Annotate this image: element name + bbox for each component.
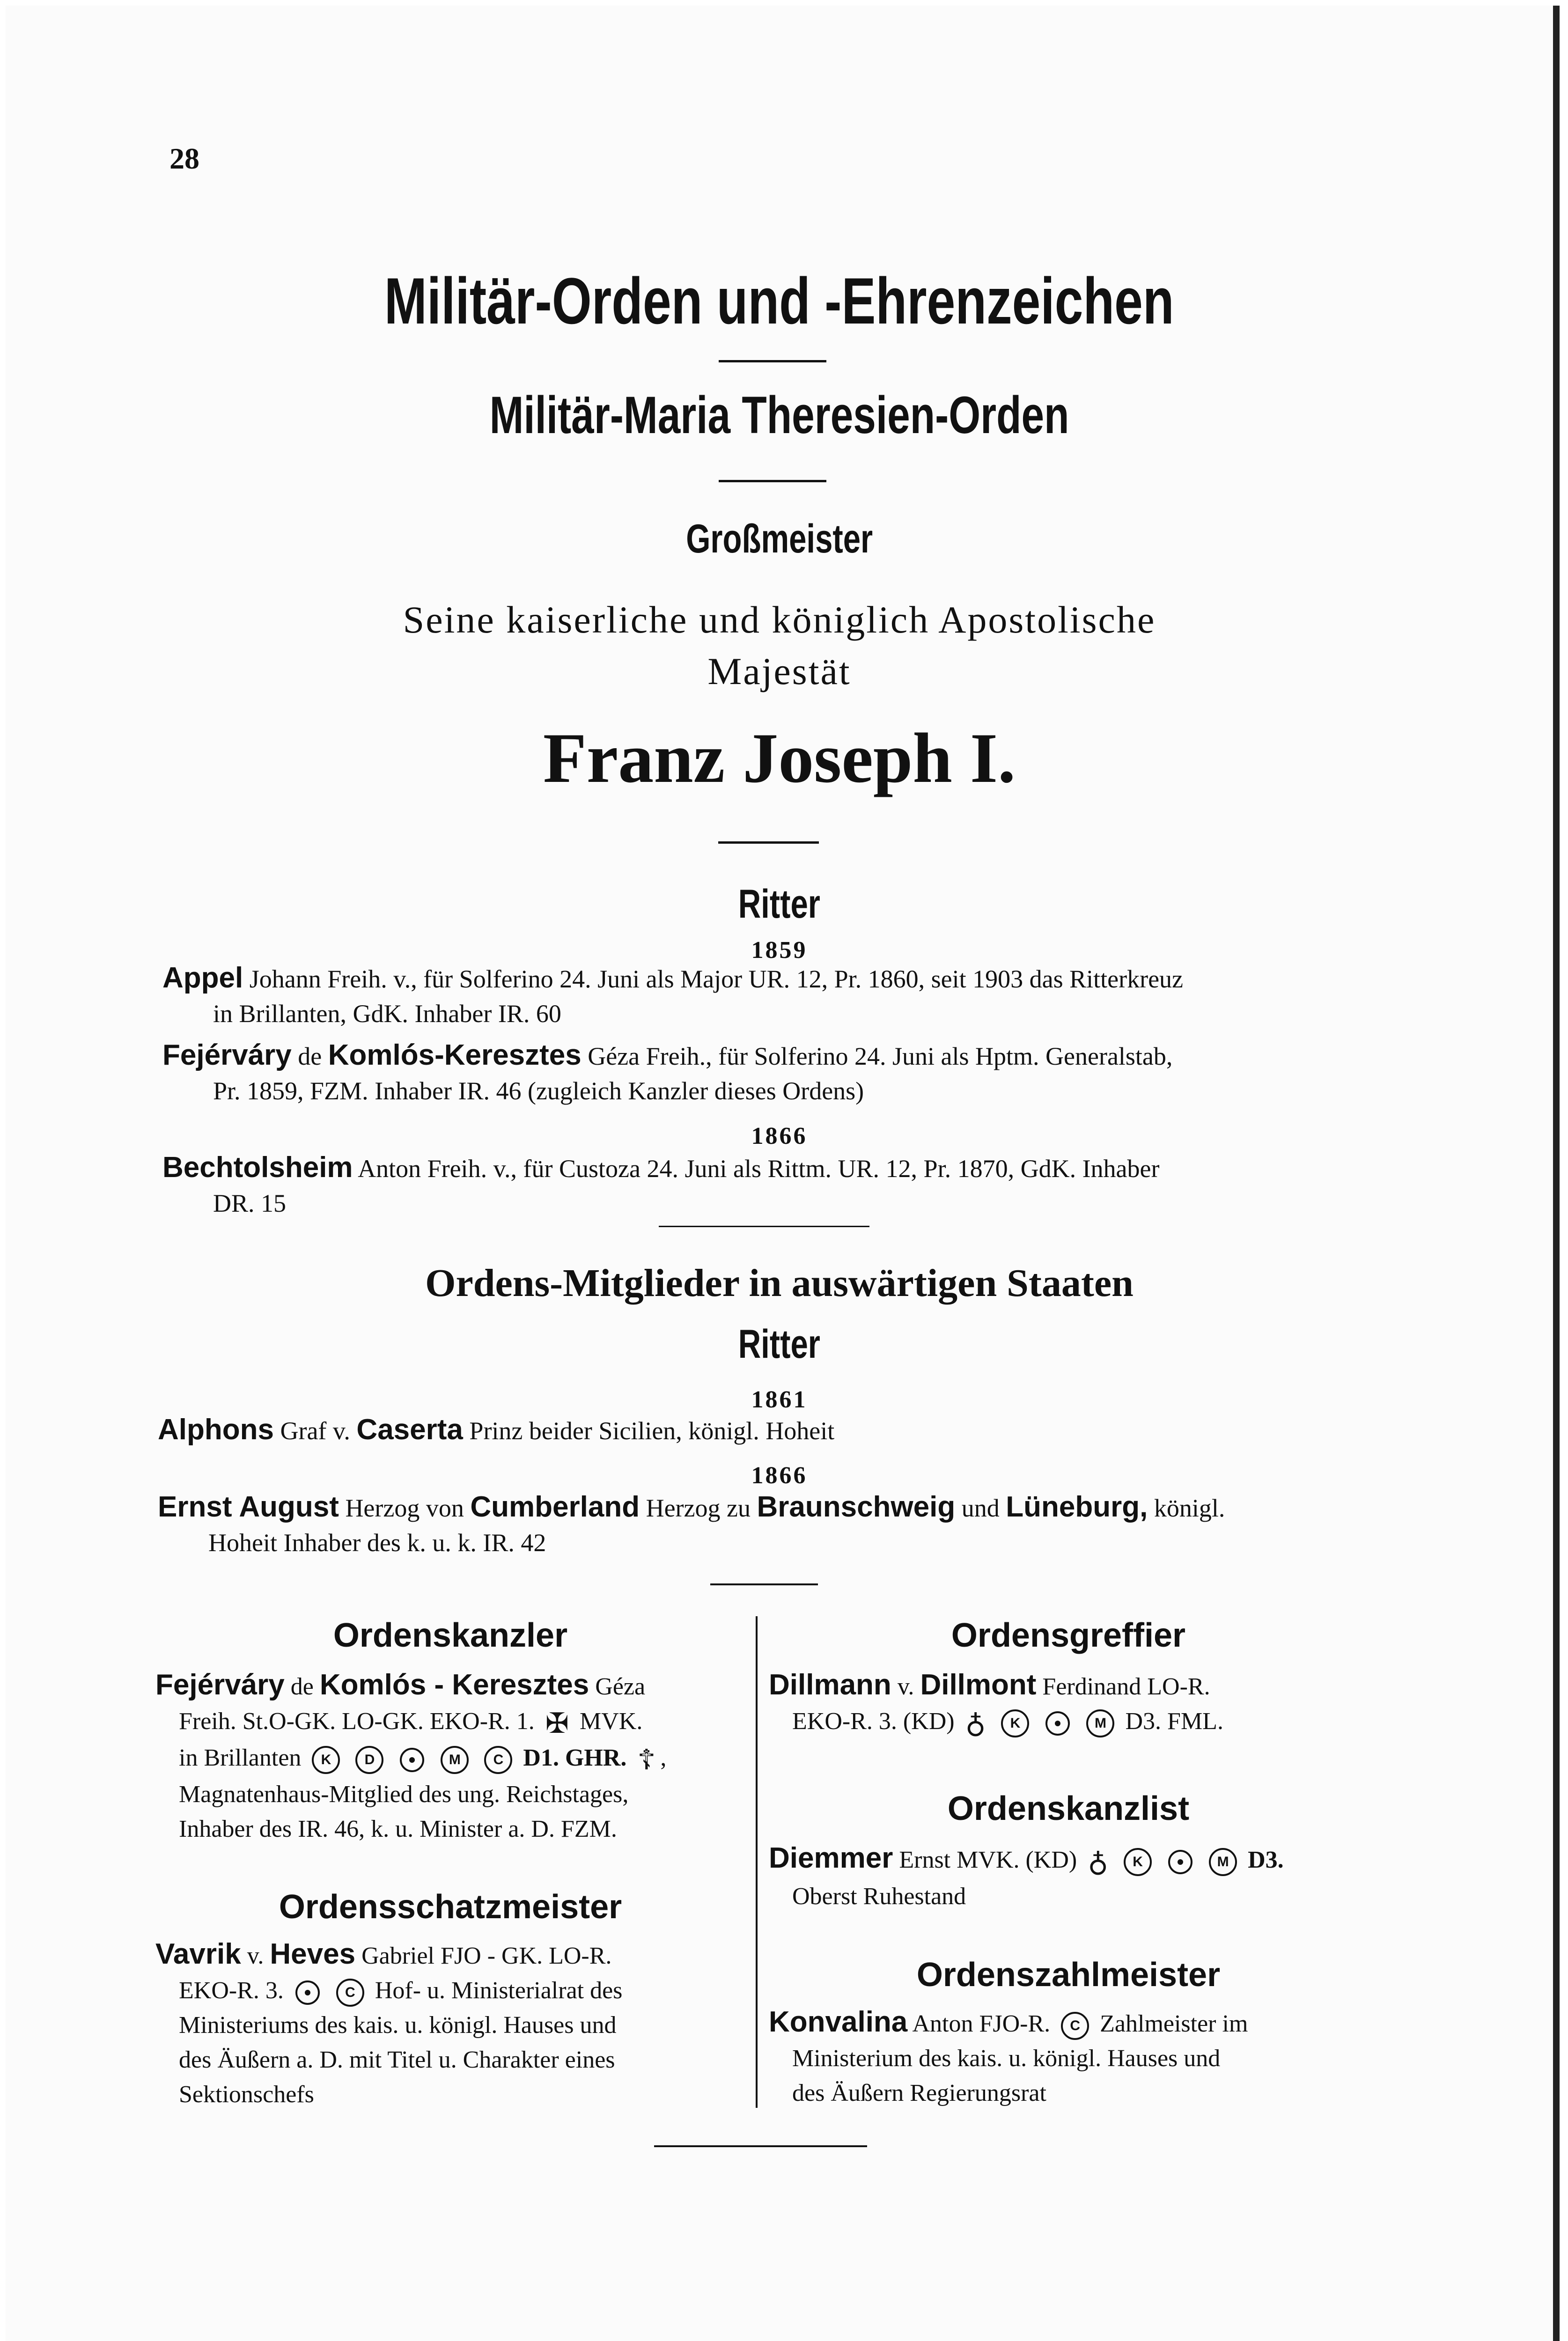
divider	[719, 360, 826, 362]
divider	[654, 2145, 867, 2147]
entry-fejervary: Fejérváry de Komlós-Keresztes Géza Freih., für Solferino 24. Juni als Hptm. Generalstab, Pr. 1859, FZM. Inhaber IR. 46 (zugleich Kanzler dieses Ordens)	[162, 1039, 1173, 1105]
c-medal-icon: C	[336, 1979, 364, 2007]
order-title: Militär-Maria Theresien-Orden	[489, 386, 1069, 444]
entry-name: Bechtolsheim	[162, 1151, 353, 1184]
dot-medal-icon	[1168, 1850, 1193, 1874]
entry-name: Fejérváry	[162, 1039, 292, 1071]
zahl-heading: Ordenszahlmeister	[916, 1956, 1221, 1994]
column-divider	[756, 1616, 758, 2108]
k-medal-icon: K	[1124, 1848, 1152, 1876]
majesty-line-1: Seine kaiserliche und königlich Apostolische	[403, 598, 1156, 641]
schatz-entry: Vavrik v. Heves Gabriel FJO - GK. LO-R. EKO-R. 3. C Hof- u. Ministerialrat des Ministeriums des kais. u. königl. Hauses und des Äußern a. D. mit Titel u. Charakter eines Sektionschefs	[155, 1938, 623, 2108]
monarch-name: Franz Joseph I.	[543, 719, 1016, 797]
dot-medal-icon	[295, 1980, 320, 2005]
year-1861: 1861	[751, 1386, 808, 1413]
m-medal-icon: M	[1209, 1848, 1237, 1876]
page-number: 28	[169, 142, 199, 175]
foreign-ritter-heading: Ritter	[738, 1322, 821, 1367]
d-medal-icon: D	[355, 1746, 383, 1774]
k-medal-icon: K	[312, 1746, 340, 1774]
zahl-entry: Konvalina Anton FJO-R. C Zahlmeister im Ministerium des kais. u. königl. Hauses und des Äußern Regierungsrat	[769, 2006, 1248, 2106]
c-medal-icon: C	[484, 1746, 512, 1774]
grossmeister-heading: Großmeister	[686, 516, 873, 561]
year-1859: 1859	[751, 937, 808, 964]
page-title: Militär-Orden und -Ehrenzeichen	[384, 264, 1174, 338]
schatz-heading: Ordensschatzmeister	[279, 1888, 622, 1926]
kanzler-entry: Fejérváry de Komlós - Keresztes Géza Freih. St.O-GK. LO-GK. EKO-R. 1. ✠ MVK. in Brillanten K D M C D1. GHR. ☦ , Magnatenhaus-Mitglied des ung. Reichstages, Inhaber des IR. 46, k. u. Minister a. D. FZM.	[155, 1669, 667, 1843]
entry-name: Appel	[162, 962, 243, 994]
foreign-heading: Ordens-Mitglieder in auswärtigen Staaten	[425, 1261, 1134, 1305]
m-medal-icon: M	[441, 1746, 469, 1774]
kanzlist-heading: Ordenskanzlist	[947, 1790, 1190, 1827]
entry-bechtolsheim: Bechtolsheim Anton Freih. v., für Custoza 24. Juni als Rittm. UR. 12, Pr. 1870, GdK. Inhaber DR. 15	[162, 1151, 1160, 1217]
ribbon-medal-icon: ♁	[1088, 1847, 1109, 1878]
dot-medal-icon	[400, 1748, 424, 1772]
c-medal-icon: C	[1061, 2012, 1089, 2040]
kanzler-heading: Ordenskanzler	[333, 1617, 568, 1654]
divider	[719, 480, 826, 482]
ribbon-medal-icon: ♁	[965, 1708, 986, 1739]
greffier-entry: Dillmann v. Dillmont Ferdinand LO-R. EKO-R. 3. (KD) ♁ K M D3. FML.	[769, 1668, 1373, 1741]
divider	[659, 1226, 869, 1227]
greffier-heading: Ordensgreffier	[951, 1617, 1186, 1654]
year-1866-foreign: 1866	[751, 1462, 808, 1489]
ritter-heading: Ritter	[738, 882, 821, 927]
cross-pendant-icon: ☦	[637, 1745, 656, 1776]
m-medal-icon: M	[1086, 1709, 1114, 1737]
entry-alphons: Alphons Graf v. Caserta Prinz beider Sicilien, königl. Hoheit	[158, 1413, 835, 1446]
majesty-line-2: Majestät	[707, 650, 851, 692]
year-1866: 1866	[751, 1123, 808, 1149]
divider	[710, 1583, 818, 1585]
cross-medal-icon: ✠	[545, 1708, 569, 1739]
kanzlist-entry: Diemmer Ernst MVK. (KD) ♁ K M D3. Oberst Ruhestand	[769, 1842, 1284, 1910]
entry-ernst-august: Ernst August Herzog von Cumberland Herzog zu Braunschweig und Lüneburg, königl. Hoheit Inhaber des k. u. k. IR. 42	[158, 1491, 1225, 1557]
dot-medal-icon	[1045, 1711, 1070, 1736]
entry-appel: Appel Johann Freih. v., für Solferino 24. Juni als Major UR. 12, Pr. 1860, seit 1903 das Ritterkreuz in Brillanten, GdK. Inhaber IR. 60	[162, 962, 1184, 1028]
document-page	[6, 6, 1560, 2341]
k-medal-icon: K	[1001, 1709, 1029, 1737]
divider	[718, 841, 819, 844]
